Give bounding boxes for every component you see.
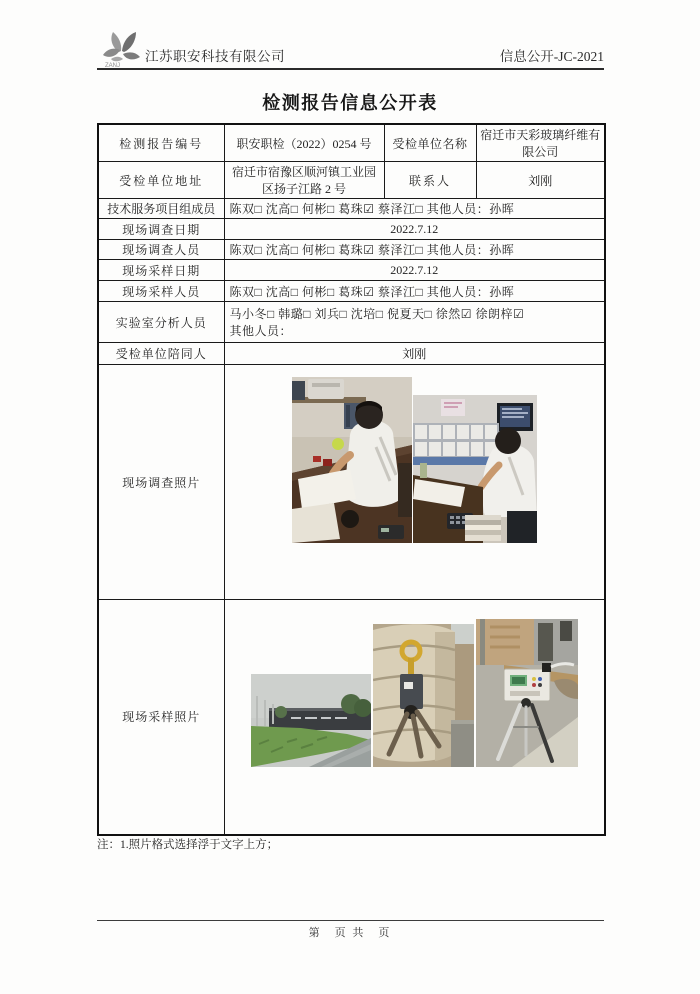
escort-value: 刘刚	[224, 343, 605, 365]
company-name: 江苏职安科技有限公司	[145, 49, 285, 64]
lab-staff-label: 实验室分析人员	[98, 302, 224, 343]
contact-value: 刘刚	[476, 162, 605, 199]
page-title: 检测报告信息公开表	[262, 93, 438, 113]
page-number-footer: 第 页 共 页	[308, 927, 392, 939]
table-row	[98, 302, 605, 343]
table-row	[98, 365, 605, 600]
sampling-date-label: 现场采样日期	[98, 260, 224, 281]
table-row	[98, 199, 605, 219]
survey-photos-label: 现场调查照片	[98, 365, 224, 600]
table-row	[98, 343, 605, 365]
sampling-photo-factory-yard	[251, 674, 371, 767]
sampling-photos-cell	[224, 600, 605, 835]
escort-label: 受检单位陪同人	[98, 343, 224, 365]
unit-address-label: 受检单位地址	[98, 162, 224, 199]
survey-photo-office-computer	[413, 395, 537, 543]
table-row	[98, 600, 605, 835]
sampling-staff-label: 现场采样人员	[98, 281, 224, 302]
survey-photos-cell	[224, 365, 605, 600]
sampling-photo-strip	[230, 619, 600, 814]
footer-divider	[97, 920, 604, 921]
report-no-value: 职安职检（2022）0254 号	[224, 124, 384, 162]
page-header	[97, 28, 604, 70]
logo-small-text: ZANJ	[105, 63, 120, 68]
table-row	[98, 260, 605, 281]
document-code: 信息公开-JC-2021	[499, 49, 604, 64]
project-team-value: 陈双□ 沈高□ 何彬□ 葛珠☑ 蔡泽江□ 其他人员：孙晖	[224, 199, 605, 219]
lab-staff-line2: 其他人员：	[229, 324, 293, 338]
table-row	[98, 162, 605, 199]
sampling-photos-label: 现场采样照片	[98, 600, 224, 835]
lab-staff-value	[224, 302, 605, 343]
survey-staff-label: 现场调查人员	[98, 240, 224, 260]
table-row	[98, 124, 605, 162]
unit-name-value: 宿迁市天彩玻璃纤维有限公司	[476, 124, 605, 162]
table-row	[98, 281, 605, 302]
survey-photo-strip	[230, 377, 600, 587]
unit-name-label: 受检单位名称	[384, 124, 476, 162]
lab-staff-line1: 马小冬□ 韩璐□ 刘兵□ 沈培□ 倪夏天□ 徐然☑ 徐朗梓☑	[229, 307, 525, 321]
sampling-photo-dust-meter	[476, 619, 578, 767]
survey-staff-value: 陈双□ 沈高□ 何彬□ 葛珠☑ 蔡泽江□ 其他人员：孙晖	[224, 240, 605, 260]
project-team-label: 技术服务项目组成员	[98, 199, 224, 219]
table-row	[98, 240, 605, 260]
unit-address-value: 宿迁市宿豫区顺河镇工业园区扬子江路 2 号	[224, 162, 384, 199]
sampling-staff-value: 陈双□ 沈高□ 何彬□ 葛珠☑ 蔡泽江□ 其他人员：孙晖	[224, 281, 605, 302]
report-info-table	[97, 123, 606, 836]
sampling-photo-tank-sampler	[373, 624, 474, 767]
footnote: 注：1.照片格式选择浮于文字上方；	[97, 839, 279, 851]
survey-date-label: 现场调查日期	[98, 219, 224, 240]
contact-label: 联系人	[384, 162, 476, 199]
table-row	[98, 219, 605, 240]
company-logo-icon	[99, 28, 143, 68]
survey-photo-office-desk	[292, 377, 412, 543]
sampling-date-value: 2022.7.12	[224, 260, 605, 281]
survey-date-value: 2022.7.12	[224, 219, 605, 240]
report-no-label: 检测报告编号	[98, 124, 224, 162]
